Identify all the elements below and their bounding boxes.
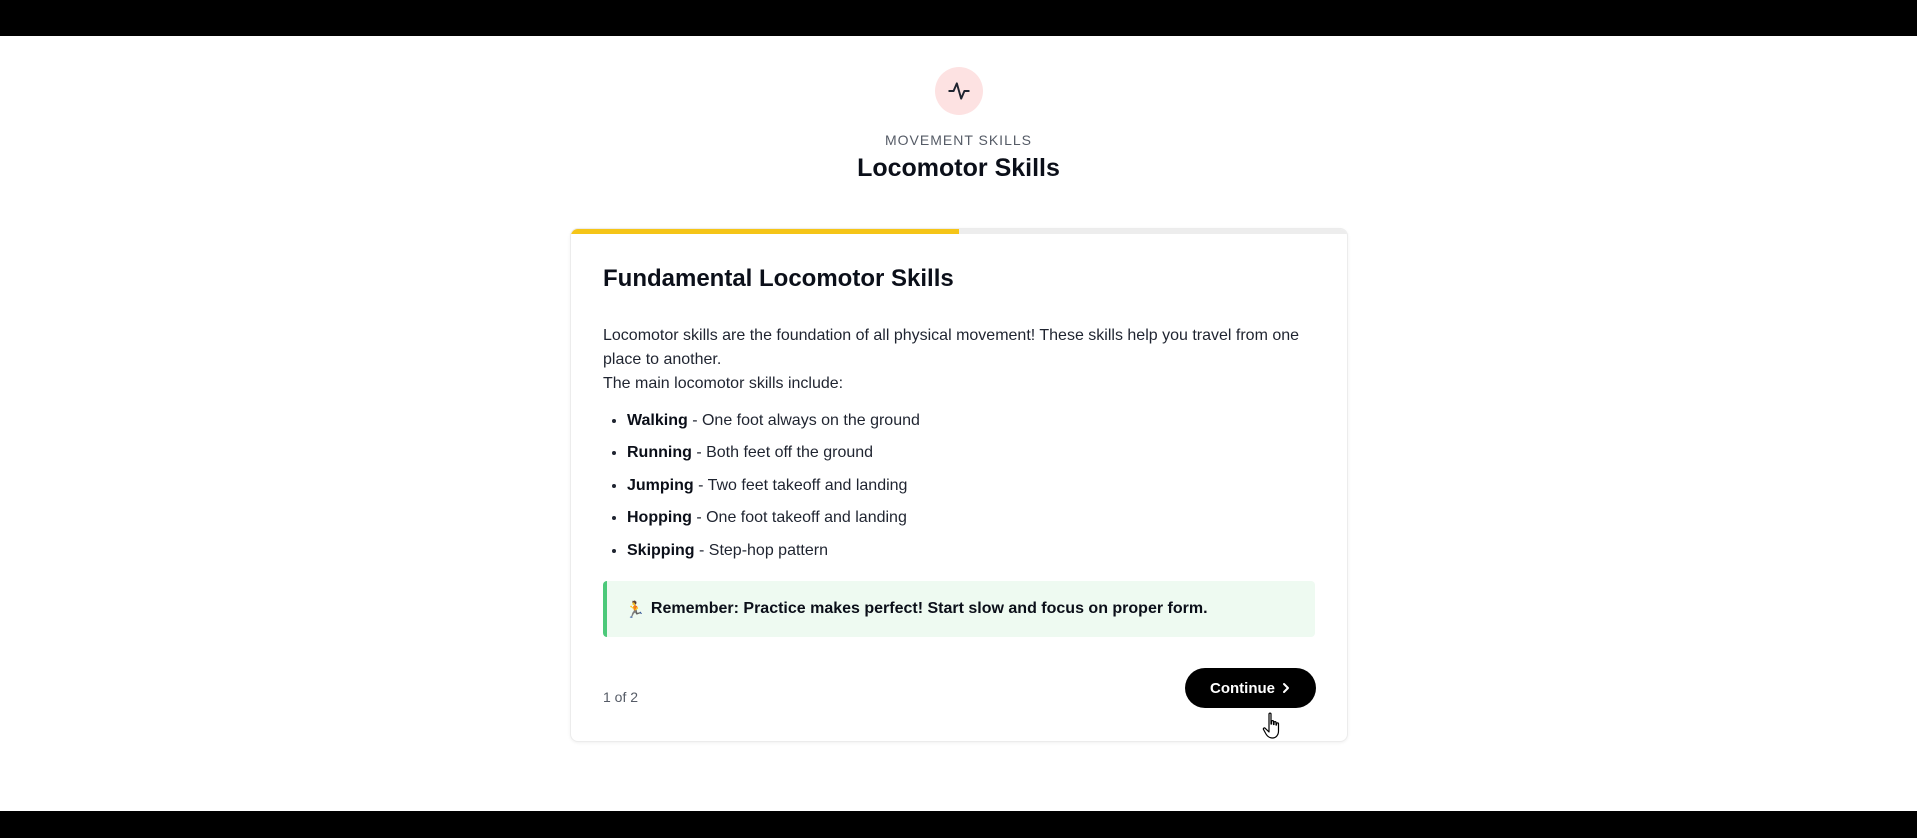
section-eyebrow: MOVEMENT SKILLS [884, 132, 1032, 148]
page-title: Locomotor Skills [857, 154, 1060, 182]
list-item [627, 437, 1347, 469]
progress-bar [571, 229, 1347, 234]
skill-name: Running [627, 444, 692, 462]
tip-callout [603, 581, 1315, 637]
page-counter: 1 of 2 [603, 689, 639, 705]
letterbox-top [0, 0, 1917, 36]
skill-description: - One foot takeoff and landing [691, 509, 907, 527]
skill-name: Hopping [627, 509, 692, 527]
list-item [627, 535, 1347, 567]
skill-name: Jumping [627, 476, 694, 494]
card-title: Fundamental Locomotor Skills [603, 265, 954, 292]
skill-description: - Step-hop pattern [694, 541, 828, 559]
runner-icon: 🏃 [625, 599, 645, 619]
skill-description: - One foot always on the ground [687, 412, 920, 429]
lesson-page [0, 36, 1917, 811]
intro-text [603, 324, 1323, 396]
letterbox-bottom [0, 811, 1917, 838]
activity-pulse-icon [935, 67, 983, 115]
skill-name: Walking [627, 412, 688, 429]
skill-description: - Both feet off the ground [691, 444, 874, 462]
list-item [627, 470, 1347, 502]
chevron-right-icon [1281, 682, 1291, 694]
list-item [627, 502, 1347, 534]
hand-pointer-cursor-icon [1262, 712, 1284, 740]
intro-list-lead: The main locomotor skills include: [603, 375, 844, 392]
tip-text: Remember: Practice makes perfect! Start slow and focus on proper form. [650, 600, 1208, 617]
skill-description: - Two feet takeoff and landing [693, 476, 908, 494]
continue-button[interactable] [1185, 668, 1316, 708]
intro-paragraph: Locomotor skills are the foundation of all physical movement! These skills help you travel from one place to another. [603, 327, 1300, 368]
progress-bar-fill [571, 229, 959, 234]
skill-name: Skipping [627, 541, 695, 559]
continue-label: Continue [1210, 679, 1275, 697]
lesson-card [570, 228, 1348, 742]
skills-list [603, 405, 1347, 567]
list-item [627, 405, 1347, 437]
